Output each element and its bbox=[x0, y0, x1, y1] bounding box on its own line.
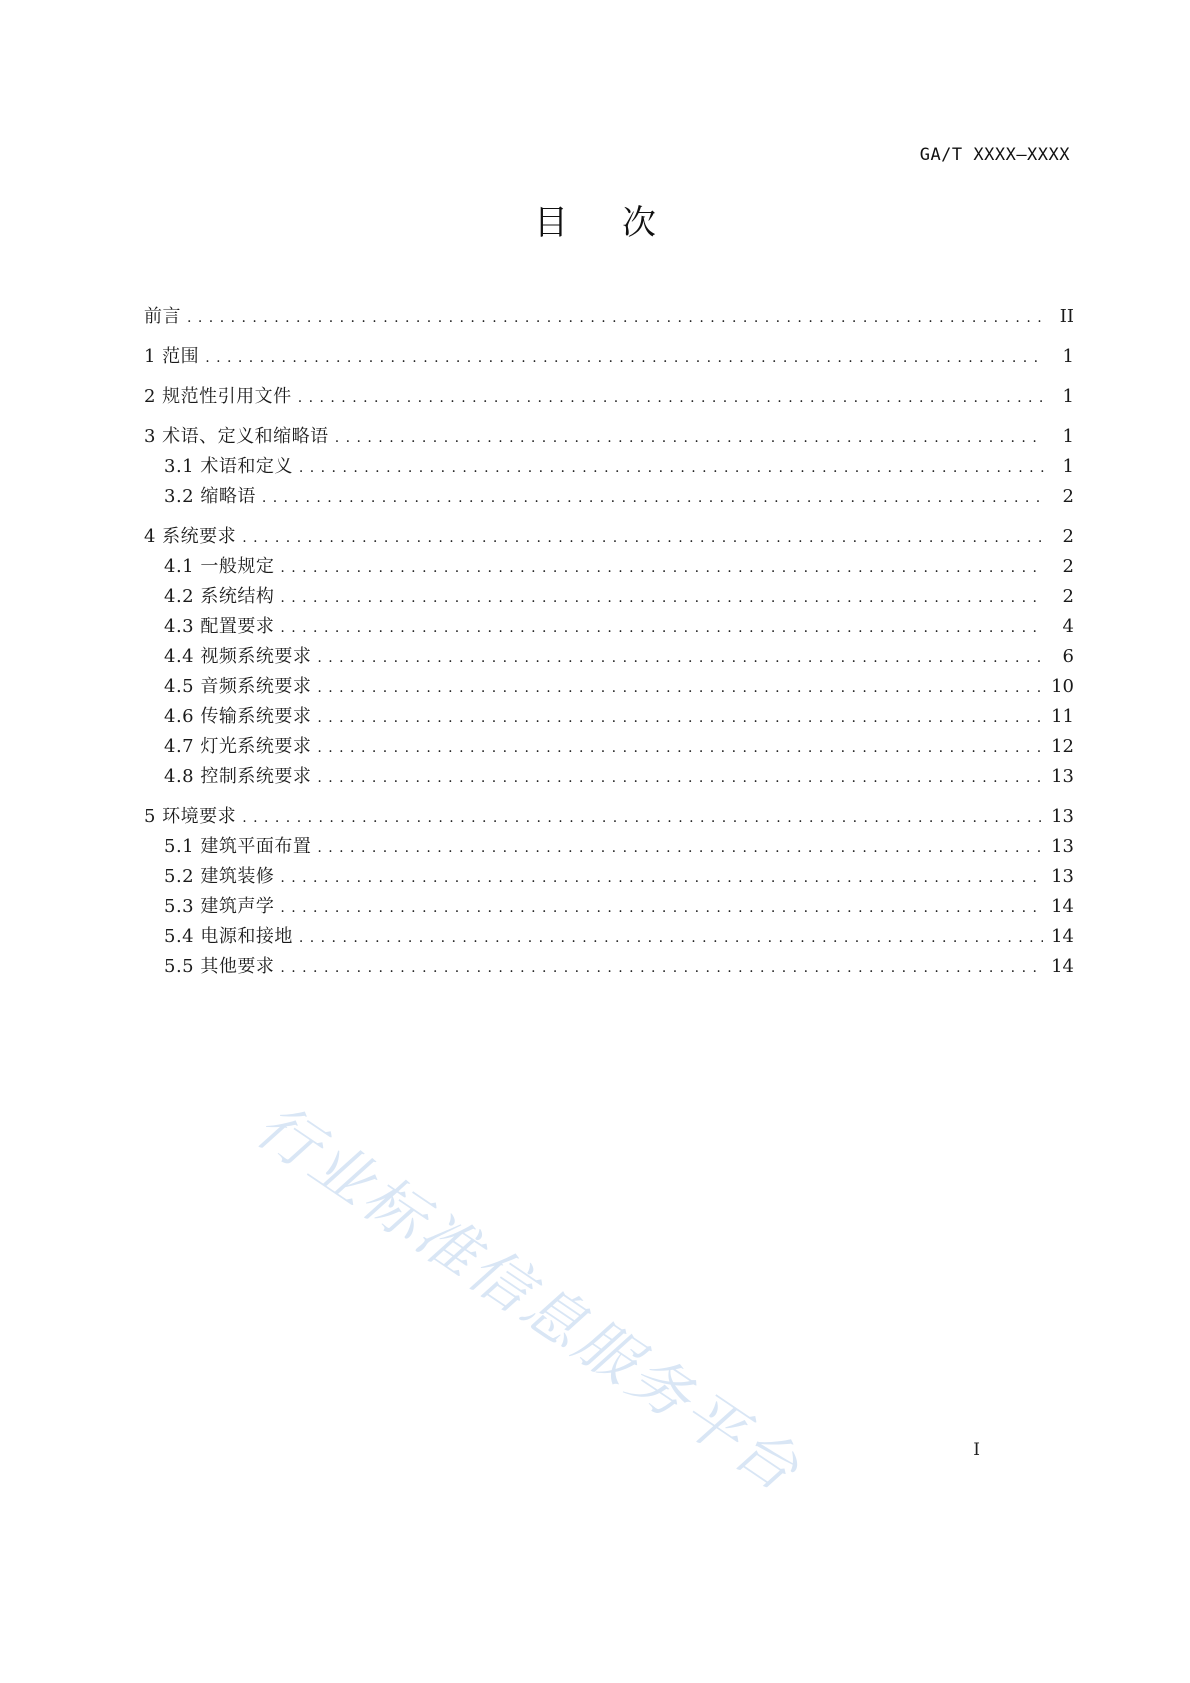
toc-entry-label: 5.5 其他要求 bbox=[164, 956, 275, 977]
toc-entry-label: 3.1 术语和定义 bbox=[164, 456, 293, 477]
toc-entry-label: 4 系统要求 bbox=[144, 526, 237, 547]
toc-entry[interactable] bbox=[144, 922, 1074, 952]
toc-entry-label: 4.8 控制系统要求 bbox=[164, 766, 312, 787]
toc-entry[interactable] bbox=[144, 802, 1074, 832]
toc-entry-page: 6 bbox=[1062, 646, 1074, 667]
toc-entry[interactable] bbox=[144, 552, 1074, 582]
toc-entry-page: 2 bbox=[1062, 486, 1074, 507]
toc-entry-label: 4.3 配置要求 bbox=[164, 616, 275, 637]
toc-entry-page: 13 bbox=[1051, 866, 1074, 887]
toc-entry-label: 5.3 建筑声学 bbox=[164, 896, 275, 917]
toc-entry-page: 4 bbox=[1062, 616, 1074, 637]
toc-entry[interactable] bbox=[144, 832, 1074, 862]
toc-entry-page: 2 bbox=[1062, 556, 1074, 577]
toc-entry-label: 5.2 建筑装修 bbox=[164, 866, 275, 887]
toc-entry-page: 1 bbox=[1062, 346, 1074, 367]
toc-entry-page: II bbox=[1059, 306, 1074, 327]
toc-dot-leader bbox=[187, 303, 1044, 333]
toc-entry[interactable] bbox=[144, 732, 1074, 762]
toc-dot-leader bbox=[280, 863, 1043, 893]
toc-entry[interactable] bbox=[144, 862, 1074, 892]
toc-dot-leader bbox=[299, 453, 1044, 483]
toc-entry-label: 2 规范性引用文件 bbox=[144, 386, 292, 407]
toc-entry-label: 3.2 缩略语 bbox=[164, 486, 256, 507]
toc-entry-label: 前言 bbox=[144, 306, 181, 327]
toc-entry-page: 11 bbox=[1051, 706, 1074, 727]
page-title: 目次 bbox=[534, 203, 710, 243]
toc-dot-leader bbox=[242, 803, 1043, 833]
toc-dot-leader bbox=[298, 383, 1044, 413]
toc-dot-leader bbox=[262, 483, 1044, 513]
toc-dot-leader bbox=[317, 733, 1043, 763]
toc-entry-page: 1 bbox=[1062, 426, 1074, 447]
toc-entry-label: 5.4 电源和接地 bbox=[164, 926, 293, 947]
toc-entry[interactable] bbox=[144, 342, 1074, 372]
toc-entry[interactable] bbox=[144, 422, 1074, 452]
toc-entry-label: 4.4 视频系统要求 bbox=[164, 646, 312, 667]
toc-dot-leader bbox=[280, 613, 1044, 643]
toc-entry-page: 13 bbox=[1051, 806, 1074, 827]
toc-entry-label: 4.2 系统结构 bbox=[164, 586, 275, 607]
page-number: I bbox=[973, 1440, 980, 1460]
toc-entry[interactable] bbox=[144, 582, 1074, 612]
toc-entry-label: 4.7 灯光系统要求 bbox=[164, 736, 312, 757]
toc-dot-leader bbox=[317, 833, 1043, 863]
toc-entry[interactable] bbox=[144, 702, 1074, 732]
toc-dot-leader bbox=[317, 703, 1043, 733]
toc-entry[interactable] bbox=[144, 762, 1074, 792]
toc-dot-leader bbox=[280, 893, 1043, 923]
toc-entry[interactable] bbox=[144, 522, 1074, 552]
toc-entry-label: 1 范围 bbox=[144, 346, 200, 367]
standard-code: GA/T XXXX—XXXX bbox=[919, 145, 1070, 165]
toc-dot-leader bbox=[299, 923, 1043, 953]
toc-dot-leader bbox=[242, 523, 1044, 553]
toc-entry[interactable] bbox=[144, 642, 1074, 672]
toc-entry-page: 14 bbox=[1051, 926, 1074, 947]
toc-dot-leader bbox=[317, 763, 1043, 793]
toc-entry[interactable] bbox=[144, 952, 1074, 982]
toc-entry-page: 1 bbox=[1062, 456, 1074, 477]
toc-entry-label: 5 环境要求 bbox=[144, 806, 237, 827]
watermark: 行业标准信息服务平台 bbox=[243, 1090, 814, 1507]
toc-entry-page: 2 bbox=[1062, 526, 1074, 547]
toc-entry[interactable] bbox=[144, 382, 1074, 412]
toc-dot-leader bbox=[317, 643, 1044, 673]
toc-entry-page: 13 bbox=[1051, 836, 1074, 857]
toc-entry-page: 14 bbox=[1051, 956, 1074, 977]
toc-entry[interactable] bbox=[144, 612, 1074, 642]
toc-dot-leader bbox=[335, 423, 1044, 453]
toc-entry[interactable] bbox=[144, 482, 1074, 512]
toc-entry-page: 10 bbox=[1051, 676, 1074, 697]
toc-dot-leader bbox=[280, 953, 1043, 983]
toc-dot-leader bbox=[280, 583, 1044, 613]
toc-entry[interactable] bbox=[144, 302, 1074, 332]
toc-entry[interactable] bbox=[144, 452, 1074, 482]
toc-entry[interactable] bbox=[144, 892, 1074, 922]
toc-entry-label: 4.1 一般规定 bbox=[164, 556, 275, 577]
toc-dot-leader bbox=[280, 553, 1044, 583]
toc-entry-page: 13 bbox=[1051, 766, 1074, 787]
toc-entry[interactable] bbox=[144, 672, 1074, 702]
toc-entry-label: 4.5 音频系统要求 bbox=[164, 676, 312, 697]
toc-entry-page: 12 bbox=[1051, 736, 1074, 757]
toc-entry-page: 2 bbox=[1062, 586, 1074, 607]
toc-entry-label: 5.1 建筑平面布置 bbox=[164, 836, 312, 857]
toc-entry-label: 4.6 传输系统要求 bbox=[164, 706, 312, 727]
toc-entry-label: 3 术语、定义和缩略语 bbox=[144, 426, 329, 447]
toc-dot-leader bbox=[205, 343, 1044, 373]
toc-entry-page: 1 bbox=[1062, 386, 1074, 407]
table-of-contents bbox=[144, 302, 1074, 982]
toc-dot-leader bbox=[317, 673, 1043, 703]
toc-entry-page: 14 bbox=[1051, 896, 1074, 917]
